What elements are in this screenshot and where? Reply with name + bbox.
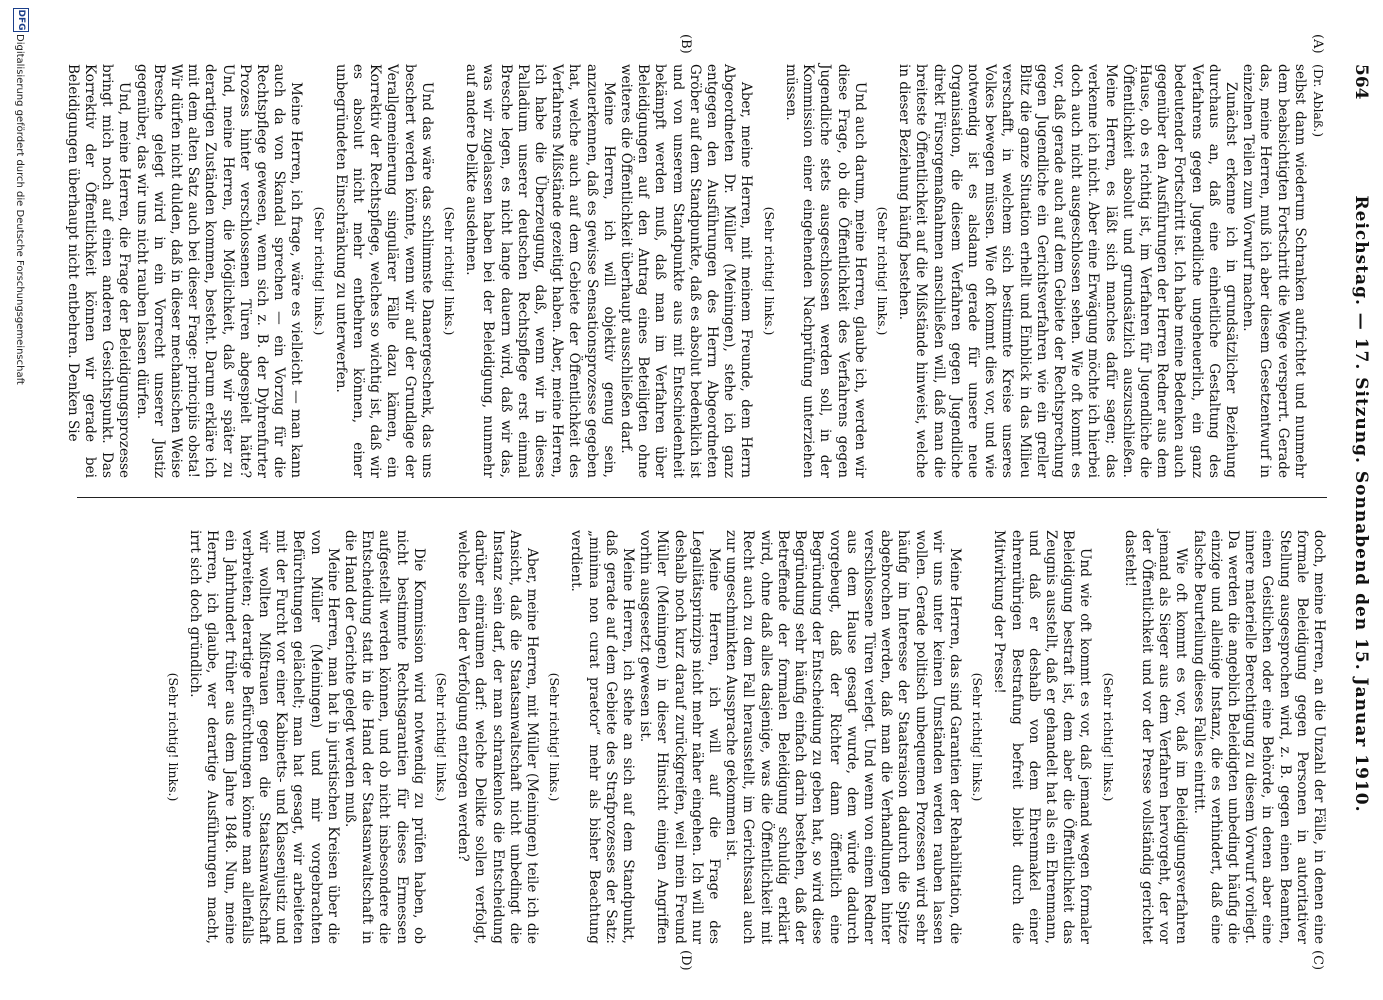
digitization-note-text: Digitalisierung gefördert durch die Deutsche Forschungsgemeinschaft <box>14 34 25 385</box>
paragraph: Und auch darum, meine Herren, glaube ich, werden wir diese Frage, ob die Öffentlichkeit des Verfahrens gegen Jugendliche stets ausgeschlossen werden soll, in der Kommission einer eingehenden Nachprüfung unterziehen müssen. <box>782 64 868 478</box>
paragraph: selbst dann wiederum Schranken aufrichtet und nunmehr dem beabsichtigten Fortschritt die Wege versperrt. Gerade das, meine Herren, muß ich aber diesem Gesetzentwurf in einzelnen Teilen zum Vorwurf machen. <box>1240 64 1308 478</box>
paragraph: Meine Herren, ich frage, wäre es vielleicht — man kann auch da von Skandal sprechen — ein Vorzug für die Rechtspflege gewesen, wenn sich z. B. der Dyhrenfurter Prozess hinter verschlossenen Türen abgespielt hätte? Und, meine Herren, die Möglichkeit, daß wir später zu derartigen Zuständen kommen, besteht. Darum erkläre ich mit dem alten Satz auch bei dieser Frage: principiis obsta! Wir dürfen nicht dulden, daß in dieser mechanischen Weise Bresche gelegt wird in ein Vorrecht unserer Justiz gegenüber, das wir uns nicht rauben lassen dürfen. <box>133 64 305 478</box>
dfg-logo: DFG <box>13 8 29 32</box>
margin-mark-b: (B) <box>678 34 693 54</box>
reaction-note: (Sehr richtig! links.) <box>970 672 986 802</box>
paragraph: doch, meine Herren, an die Unzahl der Fälle, in denen eine formale Beleidigung gegen Personen in autoritativer Stellung ausgesprochen wird, z. B. gegen einen Beamten, einen Geistlichen oder eine Behörde, in denen aber eine innere materielle Berechtigung zu diesem Vorwurf vorliegt. Da werden die angeblich Beleidigten unbedingt häufig die einzige und alleinige Instanz, die es verhindert, daß eine falsche Beurteilung dieses Falles eintritt. <box>1190 530 1327 944</box>
paragraph: Meine Herren, man hat in juristischen Kreisen über die von Müller (Meiningen) und mir vorgebrachten Befürchtungen gelächelt; man hat gesagt, wir arbeiteten mit der Furcht vor einer Kabinetts- und Klassenjustiz und wir wollten Mißtrauen gegen die Staatsanwaltschaft verbreiten; derartige Befürchtungen könne man allenfalls ein Jahrhundert früher aus dem Jahre 1848. Nun, meine Herren, ich glaube, wer derartige Ausführungen macht, irrt sich doch gründlich. <box>187 530 341 944</box>
paragraph: Meine Herren, ich will objektiv genug sein, anzuerkennen, daß es gewisse Sensationsprozesse gegeben hat, welche auch auf dem Gebiete der Öffentlichkeit des Verfahrens Mißstände gezeitigt haben. Aber, meine Herren, ich habe die Überzeugung, daß, wenn wir in dieses Palladium unserer deutschen Rechtspflege erst einmal Bresche legen, es nicht lange dauern wird, daß wir das, was wir zugelassen haben bei der Beleidigung, nunmehr auf andere Delikte ausdehnen. <box>463 64 617 478</box>
paragraph: Wie oft kommt es vor, daß im Beleidigungsverfahren jemand als Sieger aus dem Verfahren hervorgeht, der vor der Öffentlichkeit und vor der Presse vollständig gerichtet dasteht! <box>1121 530 1190 944</box>
paragraph: Und, meine Herren, die Frage der Beleidigungsprozesse bringt mich noch auf einen anderen Gesichtspunkt. Das Korrektiv der Öffentlichkeit können wir gerade bei Beleidigungen überhaupt nicht entbehren. Denken Sie <box>64 64 133 478</box>
paragraph: Aber, meine Herren, mit Müller (Meiningen) teile ich die Ansicht, daß die Staatsanwaltschaft nicht unbedingt die Instanz sein darf, der man schrankenlos die Entscheidung darüber einräumen darf: welche Delikte sollen verfolgt, welche sollen der Verfolgung entzogen werden? <box>455 530 541 944</box>
reaction-note: (Sehr richtig! links.) <box>874 206 890 336</box>
paragraph: Und das wäre das schlimmste Danaergeschenk, das uns beschert werden könnte, wenn wir auf der Grundlage der Verallgemeinerung singulärer Fälle dazu kämen, ein Korrektiv der Rechtspflege, welches so wichtig ist, daß wir es absolut nicht mehr entbehren können, einer unbegründeten Einschränkung zu unterwerfen. <box>332 64 435 478</box>
paragraph: Meine Herren, ich will auf die Frage des Legalitätsprinzips nicht mehr näher eingehen. Ich will nur deshalb noch kurz darauf zurückgreifen, weil mein Freund Müller (Meiningen) in dieser Hinsicht einigen Angriffen vorhin ausgesetzt gewesen ist. <box>637 530 723 944</box>
paragraph: Und wie oft kommt es vor, daß jemand wegen formaler Beleidigung bestraft ist, dem aber die Öffentlichkeit das Zeugnis ausstellt, daß er gehandelt hat als ein Ehrenmann, und daß er deshalb von dem Ehrenmakel einer ehrenrührigen Bestrafung befreit bleibt durch die Mitwirkung der Presse! <box>991 530 1094 944</box>
running-title: Reichstag. — 17. Sitzung. Sonnabend den 15. Januar 1910. <box>1351 195 1371 813</box>
page-header <box>1341 64 1371 944</box>
reaction-note: (Sehr richtig! links.) <box>434 672 450 802</box>
speaker-label: (Dr. Ablaß.) <box>1311 64 1326 138</box>
paragraph: Aber, meine Herren, mit meinem Freunde, dem Herrn Abgeordneten Dr. Müller (Meiningen), stehe ich ganz entgegen den Ausführungen des Herrn Abgeordneten Gröber auf dem Standpunkte, daß es absolut bedenklich ist und von unserem Standpunkte aus mit Entschiedenheit bekämpft werden muß, daß man im Verfahren über Beleidigungen auf den Antrag eines Beteiligten ohne weiteres die Öffentlichkeit überhaupt ausschließen darf. <box>618 64 755 478</box>
margin-mark-c: (C) <box>1310 950 1325 971</box>
paragraph: Meine Herren, das sind Garantien der Rehabilitation, die wir uns unter keinen Umständen werden rauben lassen wollen. Gerade politisch unbequemen Prozessen wird sehr häufig im Interesse der Staatsraison dadurch die Spitze abgebrochen werden, daß man die Verhandlungen hinter verschlossene Türen verlegt. Und wenn von einem Redner aus dem Hause gesagt wurde, dem würde dadurch vorgebeugt, daß der Richter dann öffentlich eine Begründung der Entscheidung zu geben hat, so wird diese Begründung sehr häufig einfach darin bestehen, daß der Betreffende der formalen Beleidigung schuldig erklärt wird, ohne daß alles dasjenige, was die Öffentlichkeit mit Recht auch zu dem Fall herausstellt, im Gerichtssaal auch zur ungeschminkten Aussprache gekommen ist. <box>723 530 963 944</box>
reaction-note: (Sehr richtig! links.) <box>1100 672 1116 802</box>
reaction-note: (Sehr richtig! links.) <box>547 672 563 802</box>
right-column <box>159 530 1327 944</box>
margin-mark-a: (A) <box>1310 34 1325 54</box>
paragraph: Meine Herren, ich stehe an sich auf dem Standpunkt, daß gerade auf dem Gebiete des Strafprozesses der Satz: „minima non curat praetor“ mehr als bisher Beachtung verdient. <box>568 530 637 944</box>
reaction-note: (Sehr richtig! links.) <box>166 672 181 802</box>
reaction-note: (Sehr richtig! links.) <box>311 206 327 336</box>
paragraph: Zunächst erkenne ich in grundsätzlicher Beziehung durchaus an, daß eine einheitliche Gestaltung des Verfahrens gegen Jugendliche ungeheuerlich, ein ganz bedeutender Fortschritt ist. Ich habe meine Bedenken auch gegenüber den Ausführungen der Herren Redner aus dem Hause, ob es richtig ist, im Verfahren für Jugendliche die Öffentlichkeit absolut und grundsätzlich auszuschließen. Meine Herren, es läßt sich manches dafür sagen; das verkenne ich nicht. Aber eine Erwägung möchte ich hierbei doch auch nicht ausgeschlossen sehen. Wie oft kommt es vor, daß gerade auch auf dem Gebiete der Rechtsprechung gegen Jugendliche ein Gerichtsverfahren wie ein greller Blitz die ganze Situation erhellt und Einblick in das Milieu verschafft, in welchem sich bestimmte Kreise unseres Volkes bewegen müssen. Wie oft kommt dies vor, und wie notwendig ist es alsdann gerade für unsere neue Organisation, die diesem Verfahren gegen Jugendliche direkt Fürsorgemaßnahmen anschließen will, daß man die breiteste Öffentlichkeit auf die Mißstände hinweist, welche in dieser Beziehung häufig bestehen. <box>896 64 1239 478</box>
column-divider <box>77 497 1327 498</box>
left-column <box>64 64 1327 478</box>
reaction-note: (Sehr richtig! links.) <box>442 206 458 336</box>
paragraph: Die Kommission wird notwendig zu prüfen haben, ob nicht bestimmte Rechtsgarantien für dieses Ermessen aufgestellt werden können, und ob nicht insbesondere die Entscheidung statt in die Hand der Staatsanwaltschaft in die Hand der Gerichte gelegt werden muß. <box>342 530 427 944</box>
page-number: 564 <box>1351 64 1371 100</box>
margin-mark-d: (D) <box>678 950 693 971</box>
reaction-note: (Sehr richtig! links.) <box>761 206 777 336</box>
digitization-note <box>14 6 25 986</box>
